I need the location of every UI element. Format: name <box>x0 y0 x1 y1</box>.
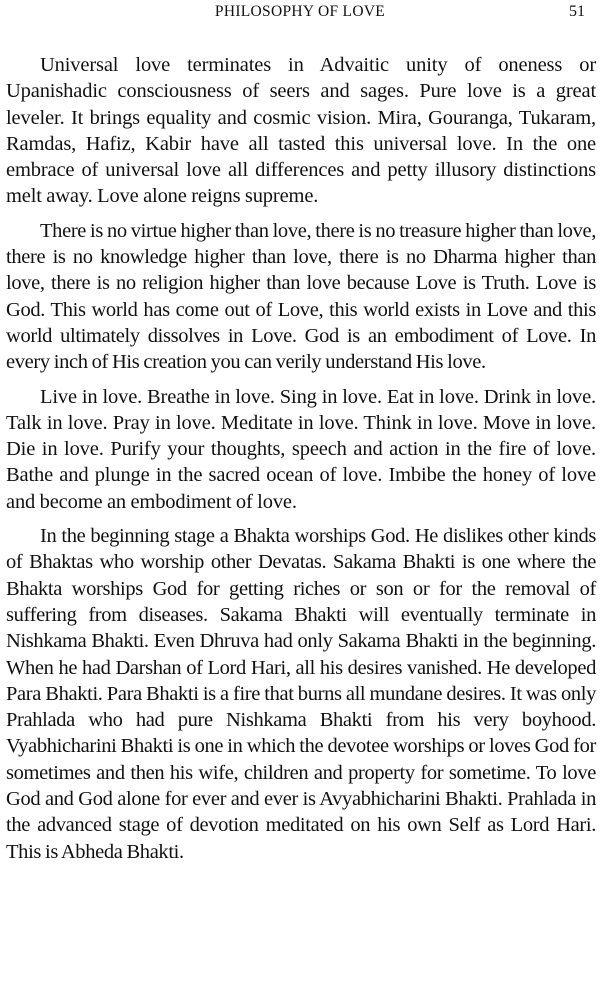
running-title: PHILOSOPHY OF LOVE <box>214 3 386 20</box>
page-header <box>0 1 600 25</box>
body-text <box>6 52 596 873</box>
page-number: 51 <box>569 3 585 20</box>
paragraph-bhakti-stages: In the beginning stage a Bhakta worships God. He dislikes other kinds of Bhaktas who worship other Devatas. Sakama Bhakti is one where the Bhakta worships God for getting riches or son or for the removal of suffering from diseases. Sakama Bhakti will eventually terminate in Nishkama Bhakti. Even Dhruva had only Sakama Bhakti in the beginning. When he had Darshan of Lord Hari, all his desires vanished. He developed Para Bhakti. Para Bhakti is a fire that burns all mundane desires. It was only Prahlada who had pure Nishkama Bhakti from his very boyhood. Vyabhicharini Bhakti is one in which the devotee worships or loves God for sometimes and then his wife, children and property for sometime. To love God and God alone for ever and ever is Avyabhicharini Bhakti. Prahlada in the advanced stage of devotion meditated on his own Self as Lord Hari. This is Abheda Bhakti. <box>6 525 596 863</box>
paragraph-live-in-love: Live in love. Breathe in love. Sing in love. Eat in love. Drink in love. Talk in love. Pray in love. Meditate in love. Think in love. Move in love. Die in love. Purify your thoughts, speech and action in the fire of love. Bathe and plunge in the sacred ocean of love. Imbibe the honey of love and become an embodiment of love. <box>6 385 596 513</box>
paragraph-universal-love: Universal love terminates in Advaitic unity of oneness or Upanishadic consciousness of seers and sages. Pure love is a great leveler. It brings equality and cosmic vision. Mira, Gouranga, Tukaram, Ramdas, Hafiz, Kabir have all tasted this universal love. In the one embrace of universal love all differences and petty illusory distinctions melt away. Love alone reigns supreme. <box>6 54 596 208</box>
paragraph-no-virtue-higher: There is no virtue higher than love, there is no treasure higher than love, there is no knowledge higher than love, there is no Dharma higher than love, there is no religion higher than love because Love is Truth. Love is God. This world has come out of Love, this world exists in Love and this world ultimately dissolves in Love. God is an embodiment of Love. In every inch of His creation you can verily understand His love. <box>6 219 596 374</box>
